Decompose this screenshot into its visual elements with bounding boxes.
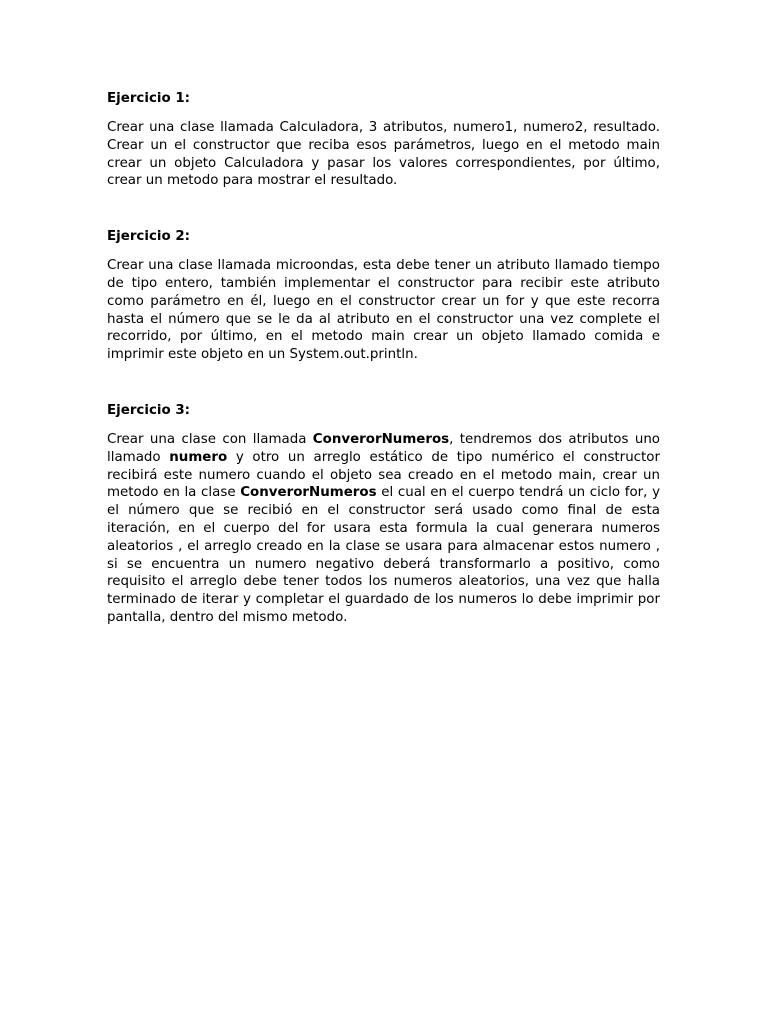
exercise-2 — [107, 228, 660, 364]
exercise-2-text — [107, 257, 660, 364]
exercise-3-text-part: el cual en el cuerpo tendrá un ciclo for, y el número que se recibió en el constructor será usado como final de esta iteración, en el cuerpo del for usara esta formula la cual generara numeros aleatorios , el arreglo creado en la clase se usara para almacenar estos numero , si se encuentra un numero negativo deberá transformarlo a positivo, como requisito el arreglo debe tener todos los numeros aleatorios, una vez que halla terminado de iterar y completar el guardado de los numeros lo debe imprimir por pantalla, dentro del mismo metodo. — [107, 485, 660, 625]
exercise-3-text-part: Crear una clase con llamada — [107, 431, 313, 447]
exercise-2-text-part: Crear una clase llamada microondas, esta debe tener un atributo llamado tiempo de tipo entero, también implementar el constructor para recibir este atributo como parámetro en él, luego en el constructor crear un for y que este recorra hasta el número que se le da al atributo en el constructor una vez complete el recorrido, por último, en el metodo main crear un objeto llamado comida e imprimir este objeto en un System.out.println. — [107, 258, 660, 363]
attribute-name-bold: numero — [169, 449, 228, 465]
class-name-bold: ConverorNumeros — [240, 485, 377, 501]
exercise-2-title: Ejercicio 2: — [107, 229, 191, 245]
exercise-3-title: Ejercicio 3: — [107, 402, 191, 418]
exercise-1-text-part: Crear una clase llamada Calculadora, 3 atributos, numero1, numero2, resultado. Crear un el constructor que reciba esos parámetros, luego en el metodo main crear un objeto Calculadora y pasar los valores correspondientes, por último, crear un metodo para mostrar el resultado. — [107, 120, 660, 189]
exercise-1-text — [107, 119, 660, 190]
exercise-3-text-part: y otro un arreglo estático de tipo numérico el constructor recibirá este numero cuando el objeto sea creado en el metodo main, crear un metodo en la clase — [107, 449, 660, 501]
exercise-1-title: Ejercicio 1: — [107, 91, 191, 106]
exercise-1 — [107, 90, 660, 190]
exercise-3-text — [107, 431, 660, 627]
exercise-3-text-part: , tendremos dos atributos uno llamado — [107, 431, 661, 465]
document-page — [107, 90, 660, 627]
class-name-bold: ConverorNumeros — [312, 431, 450, 447]
exercise-3 — [107, 402, 660, 627]
